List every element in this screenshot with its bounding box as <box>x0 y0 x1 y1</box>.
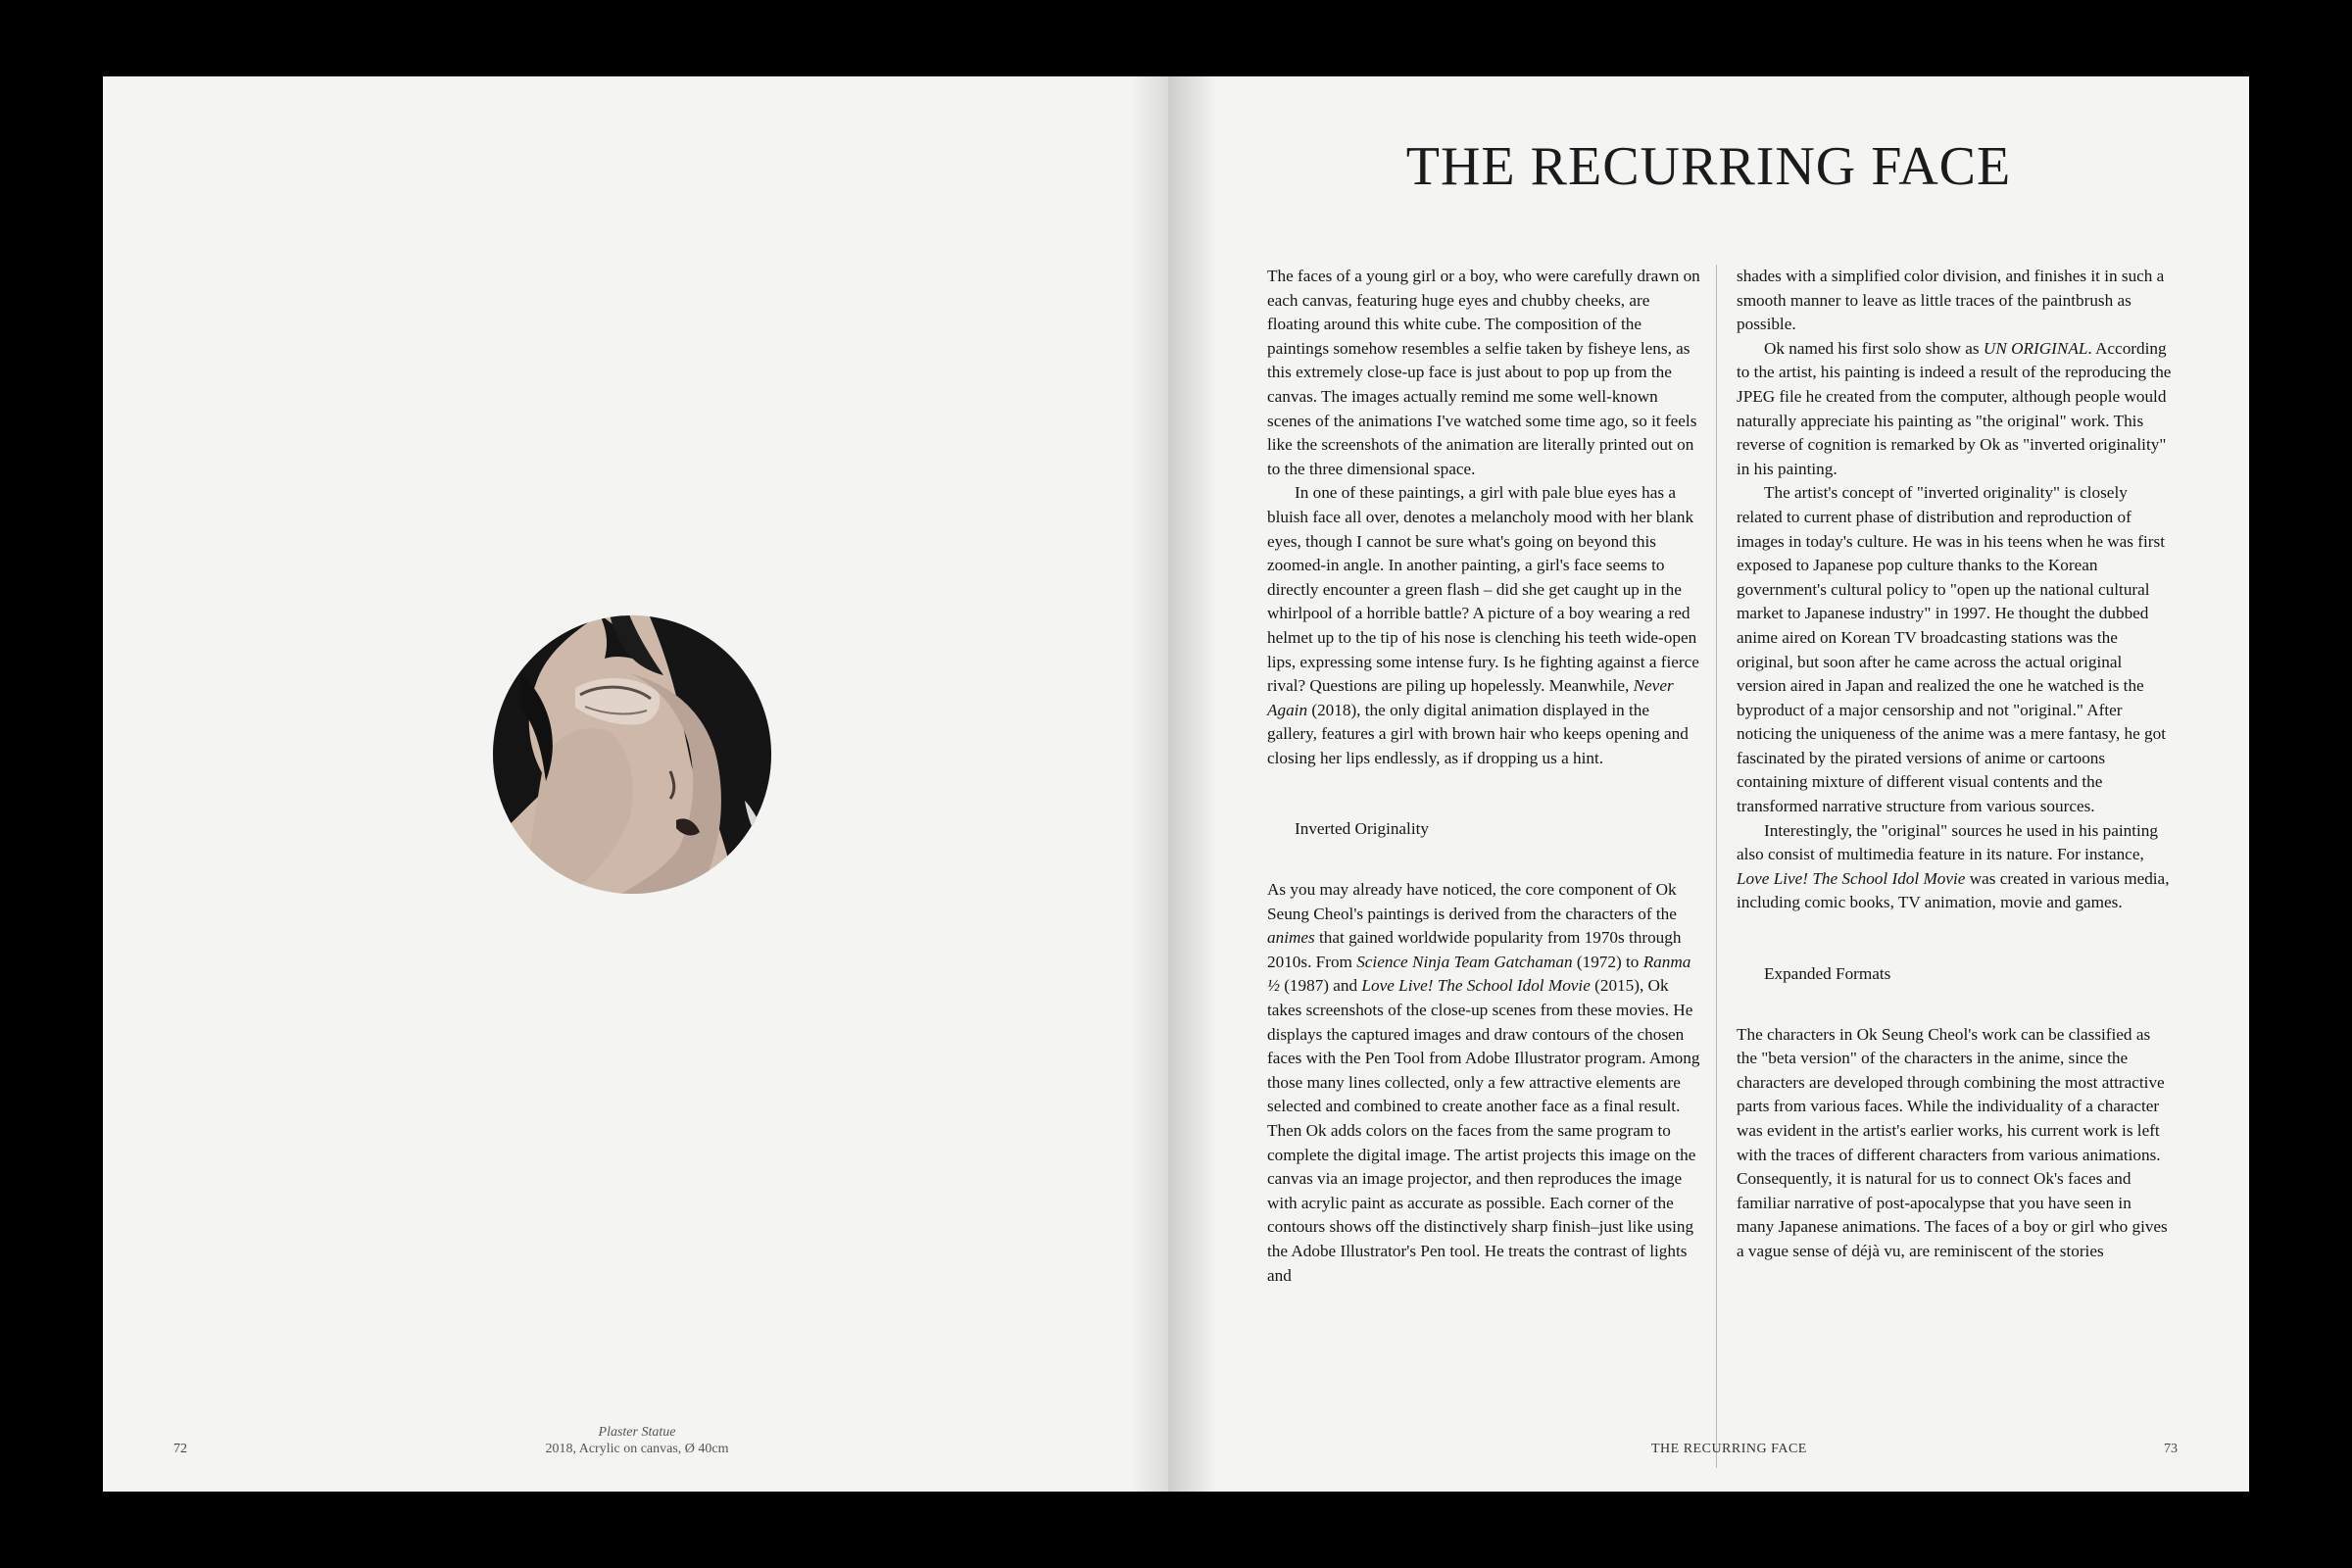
paragraph: The faces of a young girl or a boy, who were carefully drawn on each canvas, featuring huge eyes and chubby cheeks, are floating around this white cube. The composition of the paintings somehow resembles a selfie taken by fisheye lens, as this extremely close-up face is just about to pop up from the canvas. The images actually remind me some well-known scenes of the animations I've watched some time ago, so it feels like the screenshots of the animation are literally printed out on to the three dimensional space. <box>1267 267 1700 478</box>
artwork-caption-detail: 2018, Acrylic on canvas, Ø 40cm <box>545 1442 729 1456</box>
section-heading-expanded-formats: Expanded Formats <box>1764 964 1891 984</box>
section-heading-inverted-originality: Inverted Originality <box>1295 819 1429 839</box>
page-number-left: 72 <box>173 1442 187 1456</box>
paragraph: In one of these paintings, a girl with pale blue eyes has a bluish face all over, denotes a melancholy mood with her blank eyes, though I cannot be sure what's going on beyond this zoomed-in angle. In another painting, a girl's face seems to directly encounter a green flash – did she get caught up in the whirlpool of a horrible battle? A picture of a boy wearing a red helmet up to the tip of his nose is clenching his teeth wide-open lips, expressing some intense fury. Is he fighting against a fierce rival? Questions are piling up hopelessly. Meanwhile, Never Again (2018), the only digital animation displayed in the gallery, features a girl with brown hair who keeps opening and closing her lips endlessly, as if dropping us a hint. <box>1267 483 1699 767</box>
paragraph: Ok named his first solo show as UN ORIGINAL. According to the artist, his painting is indeed a result of the reproducing the JPEG file he created from the computer, although people would naturally appreciate his painting as "the original" work. This reverse of cognition is remarked by Ok as "inverted originality" in his painting. <box>1737 338 2172 478</box>
paragraph: shades with a simplified color division, and finishes it in such a smooth manner to leave as little traces of the paintbrush as possible. <box>1737 267 2165 334</box>
text-column-2 <box>1737 265 2173 1264</box>
paragraph: As you may already have noticed, the core component of Ok Seung Cheol's paintings is derived from the characters of the animes that gained worldwide popularity from 1970s through 2010s. From Science Ninja Team Gatchaman (1972) to Ranma ½ (1987) and Love Live! The School Idol Movie (2015), Ok takes screenshots of the close-up scenes from these movies. He displays the captured images and draw contours of the chosen faces with the Pen Tool from Adobe Illustrator program. Among those many lines collected, only a few attractive elements are selected and combined to create another face as a final result. Then Ok adds colors on the faces from the same program to complete the digital image. The artist projects this image on the canvas via an image projector, and then reproduces the image with acrylic paint as accurate as possible. Each corner of the contours shows off the distinctively sharp finish–just like using the Adobe Illustrator's Pen tool. He treats the contrast of lights and <box>1267 880 1700 1285</box>
right-page <box>1168 76 2249 1492</box>
gutter-shadow <box>1129 76 1168 1492</box>
artwork-plaster-statue <box>492 614 772 895</box>
paragraph: The artist's concept of "inverted originality" is closely related to current phase of distribution and reproduction of images in today's culture. He was in his teens when he was first exposed to Japanese pop culture thanks to the Korean government's cultural policy to "open up the national cultural market to Japanese industry" in 1997. He thought the dubbed anime aired on Korean TV broadcasting stations was the original, but soon after he came across the actual original version aired in Japan and realized the one he watched is the byproduct of a major censorship and not "original." After noticing the uniqueness of the anime was a mere fantasy, he got fascinated by the pirated versions of anime or cartoons containing mixture of different visual contents and the transformed narrative structure from various sources. <box>1737 483 2166 816</box>
paragraph: Interestingly, the "original" sources he used in his painting also consist of multimedia feature in its nature. For instance, Love Live! The School Idol Movie was created in various media, including comic books, TV animation, movie and games. <box>1737 820 2170 912</box>
page-number-right: 73 <box>2164 1442 2178 1456</box>
paragraph: The characters in Ok Seung Cheol's work can be classified as the "beta version" of the characters in the anime, since the characters are developed through combining the most attractive parts from various faces. While the individuality of a character was evident in the artist's earlier works, his current work is left with the traces of different characters from various animations. Consequently, it is natural for us to connect Ok's faces and familiar narrative of post-apocalypse that you have seen in many Japanese animations. The faces of a boy or girl who gives a vague sense of déjà vu, are reminiscent of the stories <box>1737 1024 2168 1260</box>
running-head: THE RECURRING FACE <box>1651 1442 1807 1456</box>
text-column-1 <box>1267 265 1703 1288</box>
left-page <box>103 76 1168 1492</box>
article-title: THE RECURRING FACE <box>1405 136 2012 197</box>
gutter-shadow <box>1168 76 1217 1492</box>
column-rule <box>1716 265 1717 1468</box>
artwork-caption-title: Plaster Statue <box>598 1425 676 1440</box>
